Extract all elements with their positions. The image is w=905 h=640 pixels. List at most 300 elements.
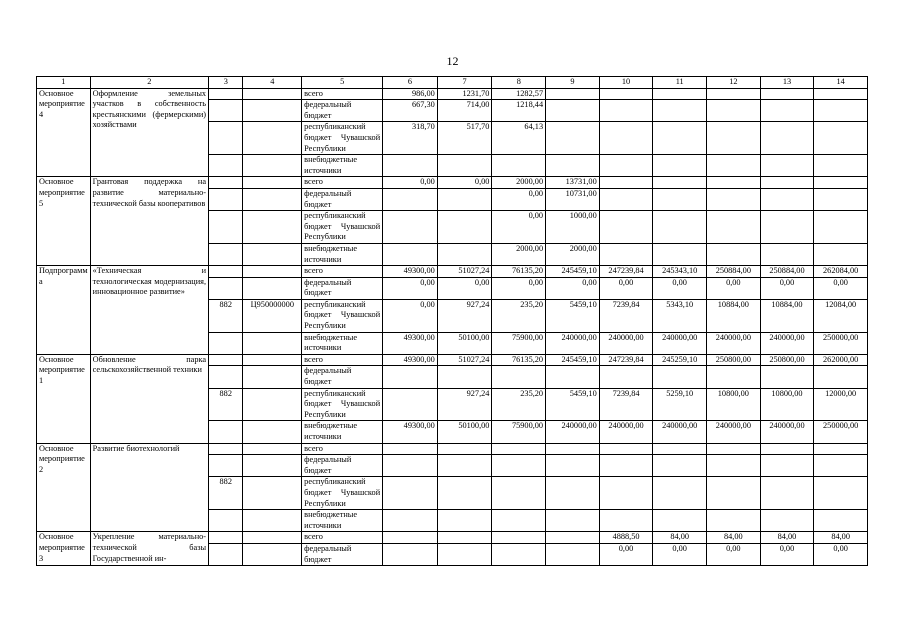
amount-cell-col-7 [437,188,492,210]
amount-cell-col-11 [653,366,707,388]
column-header-12: 12 [707,77,761,89]
amount-cell-col-6 [383,211,438,244]
amount-cell-col-8: 1218,44 [492,100,546,122]
amount-cell-col-10 [599,455,653,477]
amount-cell-col-7 [437,477,492,510]
column-header-3: 3 [209,77,243,89]
administrator-code-cell: 882 [209,388,243,421]
classification-code-cell: Ц950000000 [243,299,302,332]
column-header-7: 7 [437,77,492,89]
amount-cell-col-14: 262084,00 [814,266,868,278]
amount-cell-col-11: 245343,10 [653,266,707,278]
amount-cell-col-11 [653,443,707,455]
amount-cell-col-11 [653,243,707,265]
amount-cell-col-13 [760,88,814,100]
amount-cell-col-8: 1282,57 [492,88,546,100]
column-header-8: 8 [492,77,546,89]
administrator-code-cell [209,122,243,155]
amount-cell-col-7: 0,00 [437,177,492,189]
amount-cell-col-13: 10884,00 [760,299,814,332]
table-row [37,88,868,100]
event-description-cell: Обновление парка сельскохозяйственной техники [90,354,208,443]
funding-source-cell: всего [302,532,383,544]
amount-cell-col-9 [546,366,600,388]
classification-code-cell [243,88,302,100]
amount-cell-col-13: 250800,00 [760,354,814,366]
funding-source-cell: всего [302,443,383,455]
amount-cell-col-7 [437,443,492,455]
amount-cell-col-6: 318,70 [383,122,438,155]
classification-code-cell [243,388,302,421]
amount-cell-col-7 [437,510,492,532]
amount-cell-col-14 [814,188,868,210]
column-header-2: 2 [90,77,208,89]
column-header-5: 5 [302,77,383,89]
classification-code-cell [243,155,302,177]
amount-cell-col-12: 240000,00 [707,332,761,354]
amount-cell-col-8: 2000,00 [492,177,546,189]
funding-source-cell: федеральный бюджет [302,543,383,565]
event-description-cell: Оформление земельных участков в собственность крестьянскими (фермерскими) хозяйствами [90,88,208,177]
administrator-code-cell [209,243,243,265]
amount-cell-col-10 [599,443,653,455]
amount-cell-col-12 [707,455,761,477]
amount-cell-col-10 [599,177,653,189]
amount-cell-col-9 [546,443,600,455]
amount-cell-col-7: 51027,24 [437,266,492,278]
amount-cell-col-10: 0,00 [599,277,653,299]
amount-cell-col-12: 10884,00 [707,299,761,332]
amount-cell-col-9: 10731,00 [546,188,600,210]
classification-code-cell [243,455,302,477]
funding-source-cell: республиканский бюджет Чувашской Республики [302,299,383,332]
amount-cell-col-10: 240000,00 [599,421,653,443]
amount-cell-col-12 [707,188,761,210]
funding-source-cell: республиканский бюджет Чувашской Республики [302,388,383,421]
administrator-code-cell: 882 [209,299,243,332]
column-header-1: 1 [37,77,91,89]
amount-cell-col-14: 12000,00 [814,388,868,421]
amount-cell-col-9: 240000,00 [546,332,600,354]
amount-cell-col-7 [437,543,492,565]
amount-cell-col-13 [760,177,814,189]
amount-cell-col-9: 240000,00 [546,421,600,443]
amount-cell-col-14 [814,211,868,244]
amount-cell-col-6: 49300,00 [383,332,438,354]
amount-cell-col-6: 49300,00 [383,354,438,366]
amount-cell-col-12: 0,00 [707,277,761,299]
amount-cell-col-13 [760,243,814,265]
amount-cell-col-11: 84,00 [653,532,707,544]
amount-cell-col-11 [653,155,707,177]
funding-source-cell: всего [302,88,383,100]
amount-cell-col-8 [492,443,546,455]
amount-cell-col-11: 245259,10 [653,354,707,366]
funding-source-cell: всего [302,354,383,366]
classification-code-cell [243,100,302,122]
amount-cell-col-11 [653,177,707,189]
amount-cell-col-9 [546,532,600,544]
administrator-code-cell [209,354,243,366]
amount-cell-col-6: 986,00 [383,88,438,100]
amount-cell-col-11 [653,211,707,244]
funding-source-cell: внебюджетные источники [302,332,383,354]
amount-cell-col-9: 5459,10 [546,299,600,332]
amount-cell-col-8: 0,00 [492,211,546,244]
administrator-code-cell [209,266,243,278]
table-row [37,177,868,189]
funding-source-cell: федеральный бюджет [302,277,383,299]
classification-code-cell [243,477,302,510]
amount-cell-col-8: 75900,00 [492,421,546,443]
amount-cell-col-10 [599,122,653,155]
event-description-cell: Укрепление материально-технической базы Государственной ин- [90,532,208,566]
amount-cell-col-9: 13731,00 [546,177,600,189]
amount-cell-col-13 [760,188,814,210]
amount-cell-col-6 [383,455,438,477]
amount-cell-col-14 [814,177,868,189]
funding-source-cell: внебюджетные источники [302,243,383,265]
amount-cell-col-6 [383,443,438,455]
amount-cell-col-12 [707,122,761,155]
amount-cell-col-9 [546,510,600,532]
amount-cell-col-8 [492,532,546,544]
funding-source-cell: внебюджетные источники [302,510,383,532]
amount-cell-col-12 [707,177,761,189]
amount-cell-col-14 [814,100,868,122]
administrator-code-cell [209,421,243,443]
amount-cell-col-13: 0,00 [760,277,814,299]
amount-cell-col-14: 0,00 [814,543,868,565]
column-header-10: 10 [599,77,653,89]
amount-cell-col-7 [437,211,492,244]
amount-cell-col-12 [707,211,761,244]
event-name-cell: Основное мероприятие 4 [37,88,91,177]
event-description-cell: «Техническая и технологическая модернизация, инновационное развитие» [90,266,208,355]
amount-cell-col-7: 51027,24 [437,354,492,366]
column-header-4: 4 [243,77,302,89]
classification-code-cell [243,332,302,354]
amount-cell-col-8 [492,155,546,177]
classification-code-cell [243,122,302,155]
amount-cell-col-12: 240000,00 [707,421,761,443]
amount-cell-col-10 [599,211,653,244]
table-body [37,88,868,566]
amount-cell-col-8: 2000,00 [492,243,546,265]
classification-code-cell [243,366,302,388]
amount-cell-col-8 [492,366,546,388]
amount-cell-col-6: 49300,00 [383,421,438,443]
amount-cell-col-11 [653,88,707,100]
amount-cell-col-6 [383,510,438,532]
funding-source-cell: федеральный бюджет [302,188,383,210]
amount-cell-col-9 [546,455,600,477]
classification-code-cell [243,543,302,565]
amount-cell-col-10 [599,477,653,510]
amount-cell-col-9 [546,155,600,177]
amount-cell-col-12 [707,443,761,455]
amount-cell-col-14: 250000,00 [814,421,868,443]
amount-cell-col-10: 7239,84 [599,388,653,421]
amount-cell-col-9 [546,543,600,565]
amount-cell-col-12: 10800,00 [707,388,761,421]
amount-cell-col-8: 0,00 [492,188,546,210]
column-header-14: 14 [814,77,868,89]
amount-cell-col-13 [760,455,814,477]
amount-cell-col-10 [599,188,653,210]
amount-cell-col-9: 1000,00 [546,211,600,244]
event-description-cell: Грантовая поддержка на развитие материально-технической базы кооперативов [90,177,208,266]
event-description-cell: Развитие биотехнологий [90,443,208,532]
administrator-code-cell [209,366,243,388]
amount-cell-col-13: 84,00 [760,532,814,544]
amount-cell-col-8: 64,13 [492,122,546,155]
classification-code-cell [243,277,302,299]
amount-cell-col-8: 235,20 [492,299,546,332]
amount-cell-col-8: 76135,20 [492,266,546,278]
amount-cell-col-8: 0,00 [492,277,546,299]
amount-cell-col-12 [707,366,761,388]
amount-cell-col-11: 0,00 [653,543,707,565]
amount-cell-col-8 [492,510,546,532]
amount-cell-col-12 [707,243,761,265]
amount-cell-col-14: 262000,00 [814,354,868,366]
amount-cell-col-10 [599,366,653,388]
administrator-code-cell [209,443,243,455]
amount-cell-col-7 [437,243,492,265]
amount-cell-col-13 [760,366,814,388]
amount-cell-col-10 [599,100,653,122]
amount-cell-col-14: 84,00 [814,532,868,544]
amount-cell-col-12 [707,477,761,510]
classification-code-cell [243,510,302,532]
amount-cell-col-11 [653,188,707,210]
event-name-cell: Основное мероприятие 2 [37,443,91,532]
amount-cell-col-13 [760,443,814,455]
page-number: 12 [446,54,459,68]
classification-code-cell [243,443,302,455]
amount-cell-col-11 [653,122,707,155]
amount-cell-col-12: 84,00 [707,532,761,544]
amount-cell-col-6: 0,00 [383,299,438,332]
amount-cell-col-6 [383,155,438,177]
amount-cell-col-9: 245459,10 [546,266,600,278]
administrator-code-cell [209,211,243,244]
administrator-code-cell [209,155,243,177]
amount-cell-col-6 [383,532,438,544]
amount-cell-col-9: 2000,00 [546,243,600,265]
amount-cell-col-11: 240000,00 [653,332,707,354]
amount-cell-col-14 [814,455,868,477]
classification-code-cell [243,266,302,278]
amount-cell-col-14 [814,443,868,455]
amount-cell-col-10 [599,88,653,100]
administrator-code-cell [209,543,243,565]
amount-cell-col-13: 250884,00 [760,266,814,278]
amount-cell-col-7 [437,455,492,477]
amount-cell-col-12: 250800,00 [707,354,761,366]
amount-cell-col-13 [760,211,814,244]
amount-cell-col-6 [383,188,438,210]
amount-cell-col-13 [760,100,814,122]
administrator-code-cell [209,332,243,354]
column-header-13: 13 [760,77,814,89]
amount-cell-col-14: 250000,00 [814,332,868,354]
event-name-cell: Основное мероприятие 3 [37,532,91,566]
amount-cell-col-6 [383,366,438,388]
amount-cell-col-7: 927,24 [437,388,492,421]
amount-cell-col-14 [814,477,868,510]
amount-cell-col-6: 0,00 [383,277,438,299]
funding-source-cell: всего [302,177,383,189]
administrator-code-cell [209,510,243,532]
classification-code-cell [243,177,302,189]
funding-source-cell: республиканский бюджет Чувашской Республики [302,122,383,155]
amount-cell-col-11: 0,00 [653,277,707,299]
funding-source-cell: внебюджетные источники [302,421,383,443]
amount-cell-col-9 [546,477,600,510]
amount-cell-col-7: 50100,00 [437,421,492,443]
funding-source-cell: федеральный бюджет [302,100,383,122]
amount-cell-col-12 [707,88,761,100]
administrator-code-cell [209,532,243,544]
amount-cell-col-9 [546,100,600,122]
amount-cell-col-9: 5459,10 [546,388,600,421]
event-name-cell: Подпрограмма [37,266,91,355]
amount-cell-col-14 [814,510,868,532]
classification-code-cell [243,532,302,544]
funding-source-cell: республиканский бюджет Чувашской Республики [302,477,383,510]
event-name-cell: Основное мероприятие 5 [37,177,91,266]
amount-cell-col-10 [599,243,653,265]
amount-cell-col-6 [383,477,438,510]
amount-cell-col-6: 667,30 [383,100,438,122]
amount-cell-col-13 [760,122,814,155]
amount-cell-col-9 [546,88,600,100]
table-row [37,266,868,278]
table-row [37,354,868,366]
amount-cell-col-14 [814,366,868,388]
event-name-cell: Основное мероприятие 1 [37,354,91,443]
funding-source-cell: республиканский бюджет Чувашской Республики [302,211,383,244]
amount-cell-col-10: 0,00 [599,543,653,565]
amount-cell-col-8 [492,543,546,565]
amount-cell-col-11 [653,477,707,510]
amount-cell-col-12: 250884,00 [707,266,761,278]
amount-cell-col-11 [653,510,707,532]
amount-cell-col-7 [437,366,492,388]
amount-cell-col-9 [546,122,600,155]
amount-cell-col-6 [383,543,438,565]
amount-cell-col-7: 1231,70 [437,88,492,100]
amount-cell-col-14: 12084,00 [814,299,868,332]
classification-code-cell [243,354,302,366]
amount-cell-col-11: 5343,10 [653,299,707,332]
administrator-code-cell [209,88,243,100]
administrator-code-cell [209,188,243,210]
amount-cell-col-7: 714,00 [437,100,492,122]
amount-cell-col-14 [814,88,868,100]
amount-cell-col-11: 240000,00 [653,421,707,443]
amount-cell-col-12 [707,100,761,122]
column-header-6: 6 [383,77,438,89]
amount-cell-col-8 [492,455,546,477]
classification-code-cell [243,243,302,265]
funding-source-cell: федеральный бюджет [302,455,383,477]
amount-cell-col-10: 7239,84 [599,299,653,332]
amount-cell-col-13: 0,00 [760,543,814,565]
amount-cell-col-6: 49300,00 [383,266,438,278]
amount-cell-col-6: 0,00 [383,177,438,189]
amount-cell-col-7: 0,00 [437,277,492,299]
header-row [37,77,868,89]
amount-cell-col-7: 517,70 [437,122,492,155]
amount-cell-col-12 [707,155,761,177]
amount-cell-col-8: 235,20 [492,388,546,421]
table-row [37,532,868,544]
amount-cell-col-8 [492,477,546,510]
amount-cell-col-11 [653,455,707,477]
funding-source-cell: всего [302,266,383,278]
amount-cell-col-7: 50100,00 [437,332,492,354]
amount-cell-col-10 [599,510,653,532]
funding-source-cell: федеральный бюджет [302,366,383,388]
amount-cell-col-13: 10800,00 [760,388,814,421]
amount-cell-col-7 [437,532,492,544]
amount-cell-col-10: 4888,50 [599,532,653,544]
amount-cell-col-12: 0,00 [707,543,761,565]
administrator-code-cell [209,177,243,189]
amount-cell-col-14 [814,155,868,177]
amount-cell-col-12 [707,510,761,532]
amount-cell-col-7: 927,24 [437,299,492,332]
column-header-9: 9 [546,77,600,89]
amount-cell-col-14 [814,122,868,155]
amount-cell-col-10 [599,155,653,177]
classification-code-cell [243,421,302,443]
administrator-code-cell [209,277,243,299]
amount-cell-col-13 [760,155,814,177]
funding-source-cell: внебюджетные источники [302,155,383,177]
amount-cell-col-11: 5259,10 [653,388,707,421]
amount-cell-col-9: 0,00 [546,277,600,299]
amount-cell-col-6 [383,388,438,421]
amount-cell-col-13 [760,477,814,510]
amount-cell-col-14: 0,00 [814,277,868,299]
column-header-11: 11 [653,77,707,89]
amount-cell-col-6 [383,243,438,265]
classification-code-cell [243,211,302,244]
amount-cell-col-8: 76135,20 [492,354,546,366]
budget-table [36,76,868,566]
amount-cell-col-10: 240000,00 [599,332,653,354]
classification-code-cell [243,188,302,210]
amount-cell-col-10: 247239,84 [599,354,653,366]
amount-cell-col-13: 240000,00 [760,421,814,443]
amount-cell-col-13 [760,510,814,532]
amount-cell-col-8: 75900,00 [492,332,546,354]
table-row [37,443,868,455]
amount-cell-col-10: 247239,84 [599,266,653,278]
amount-cell-col-13: 240000,00 [760,332,814,354]
amount-cell-col-7 [437,155,492,177]
administrator-code-cell [209,455,243,477]
administrator-code-cell: 882 [209,477,243,510]
amount-cell-col-11 [653,100,707,122]
administrator-code-cell [209,100,243,122]
amount-cell-col-14 [814,243,868,265]
amount-cell-col-9: 245459,10 [546,354,600,366]
